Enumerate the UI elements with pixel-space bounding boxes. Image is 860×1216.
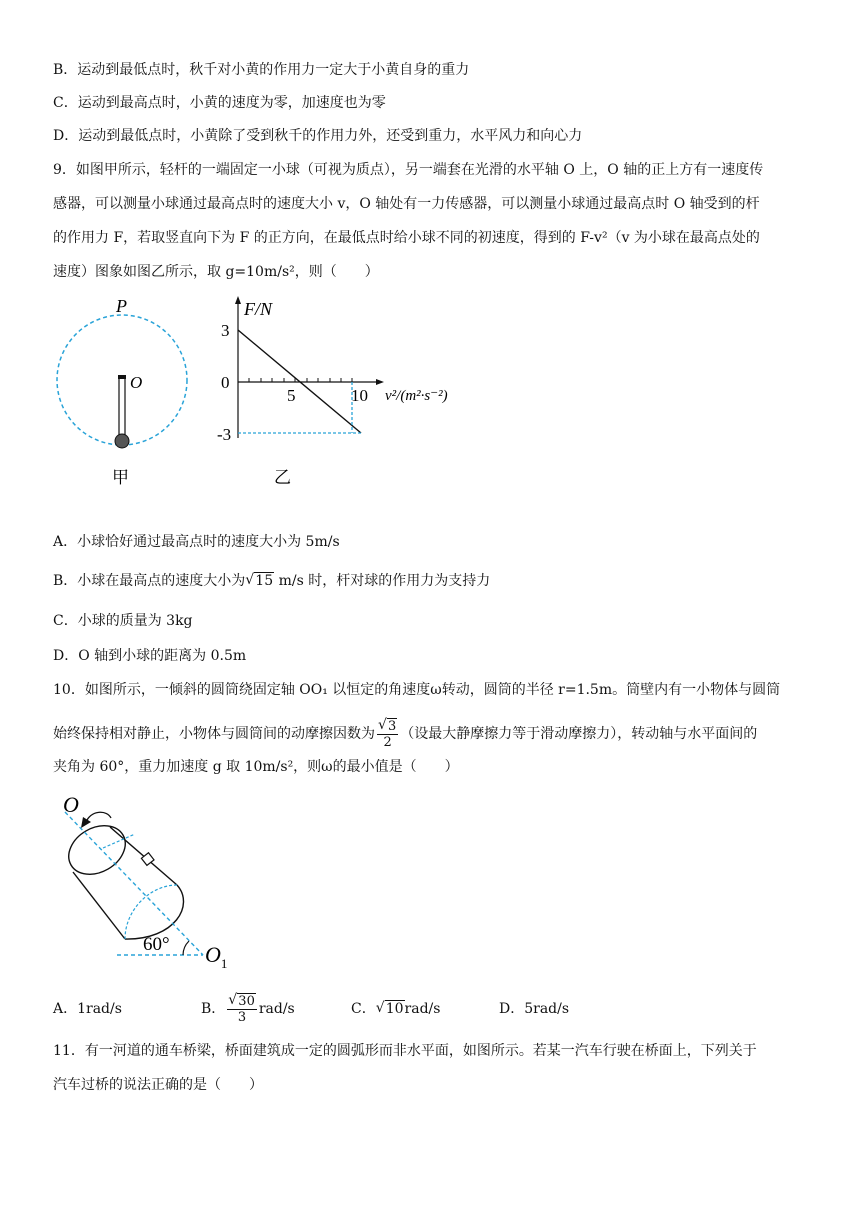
y-axis-label: F/N	[244, 299, 273, 319]
q10-figure-cylinder	[55, 790, 255, 975]
option-b-fraction: √ $\frac{30}{3}$	[227, 994, 257, 1025]
label-o: O	[130, 373, 143, 392]
sqrt-15-radicand: 15	[255, 573, 274, 589]
q10-stem-line-2-pre: 始终保持相对静止，小物体与圆筒间的动摩擦因数为	[53, 726, 375, 742]
q9-option-b-post: m/s 时，杆对球的作用力为支持力	[274, 573, 491, 589]
x-ticks	[249, 378, 352, 382]
q9-stem-line-2: 感器，可以测量小球通过最高点时的速度大小 v，O 轴处有一力传感器，可以测量小球通过最高点时 O 轴受到的杆	[53, 196, 760, 212]
ball	[115, 434, 129, 448]
rotation-arrow	[87, 812, 111, 820]
q8-option-d: D．运动到最低点时，小黄除了受到秋千的作用力外，还受到重力，水平风力和向心力	[53, 128, 583, 144]
q10-option-b: B． √ $\frac{30}{3}$ rad/s	[201, 990, 295, 1028]
x-axis-label: v²/(m²·s⁻²)	[385, 388, 448, 404]
top-ellipse	[60, 816, 134, 884]
angle-arc	[183, 941, 189, 955]
y-arrow	[235, 296, 241, 304]
rod	[119, 377, 125, 435]
q9-stem-line-1: 9．如图甲所示，轻杆的一端固定一小球（可视为质点），另一端套在光滑的水平轴 O 上，O 轴的正上方有一速度传	[53, 162, 764, 178]
q9-figure-jia	[50, 290, 210, 490]
y-tick-neg3: -3	[217, 425, 232, 444]
axis-o	[118, 375, 126, 379]
label-p: P	[116, 296, 127, 316]
q9-figure-yi	[215, 290, 485, 490]
q10-stem-line-3: 夹角为 60°，重力加速度 g 取 10m/s²，则ω的最小值是（ ）	[53, 759, 459, 775]
q8-option-c: C．运动到最高点时，小黄的速度为零，加速度也为零	[53, 95, 386, 111]
label-o1: $O_1$	[205, 942, 228, 971]
y-tick-0: 0	[221, 373, 230, 392]
q9-option-a: A．小球恰好通过最高点时的速度大小为 5m/s	[53, 534, 340, 550]
caption-yi: 乙	[274, 468, 291, 487]
q10-stem-line-2-post: （设最大静摩擦力等于滑动摩擦力），转动轴与水平面间的	[400, 726, 758, 742]
q10-option-d: D．5rad/s	[499, 1001, 570, 1017]
rotation-arrow-head	[81, 817, 91, 828]
q9-option-b	[53, 571, 490, 591]
q10-options-row	[53, 990, 813, 1030]
q11-stem-line-1: 11．有一河道的通车桥梁，桥面建筑成一定的圆弧形而非水平面，如图所示。若某一汽车行驶在桥面上，下列关于	[53, 1043, 757, 1059]
q8-option-b: B．运动到最低点时，秋千对小黄的作用力一定大于小黄自身的重力	[53, 62, 470, 78]
q10-stem-line-2	[53, 715, 757, 753]
bottom-curve	[125, 885, 184, 939]
q9-stem-line-3: 的作用力 F，若取竖直向下为 F 的正方向，在最低点时给小球不同的初速度，得到的 F-v²（v 为小球在最高点处的	[53, 230, 760, 246]
q10-stem-line-1: 10．如图所示，一倾斜的圆筒绕固定轴 OO₁ 以恒定的角速度ω转动，圆筒的半径 r=1.5m。筒壁内有一小物体与圆筒	[53, 682, 781, 698]
sqrt-15	[245, 571, 274, 591]
q9-option-c: C．小球的质量为 3kg	[53, 613, 193, 629]
mu-fraction	[377, 719, 398, 750]
mu-denominator: 2	[383, 734, 392, 750]
x-tick-10: 10	[351, 386, 368, 405]
q11-stem-line-2: 汽车过桥的说法正确的是（ ）	[53, 1077, 263, 1093]
label-o: O	[63, 792, 79, 817]
q10-option-a: A．1rad/s	[53, 1001, 122, 1017]
bottom-hidden-curve	[125, 885, 177, 939]
caption-jia: 甲	[112, 468, 129, 487]
q9-option-d: D．O 轴到小球的距离为 0.5m	[53, 648, 247, 664]
label-angle: 60°	[143, 934, 170, 955]
mu-numerator: 3	[388, 718, 397, 734]
x-arrow	[376, 379, 384, 385]
q10-option-c: C．√ 10rad/s	[351, 990, 440, 1028]
q9-option-b-pre: B．小球在最高点的速度大小为	[53, 573, 246, 589]
y-tick-3: 3	[221, 321, 230, 340]
x-tick-5: 5	[287, 386, 296, 405]
rotation-axis	[65, 812, 203, 955]
radius-line	[103, 834, 135, 848]
cylinder-side-lower	[73, 872, 125, 939]
q9-stem-line-4: 速度）图象如图乙所示，取 g=10m/s²，则（ ）	[53, 264, 379, 280]
